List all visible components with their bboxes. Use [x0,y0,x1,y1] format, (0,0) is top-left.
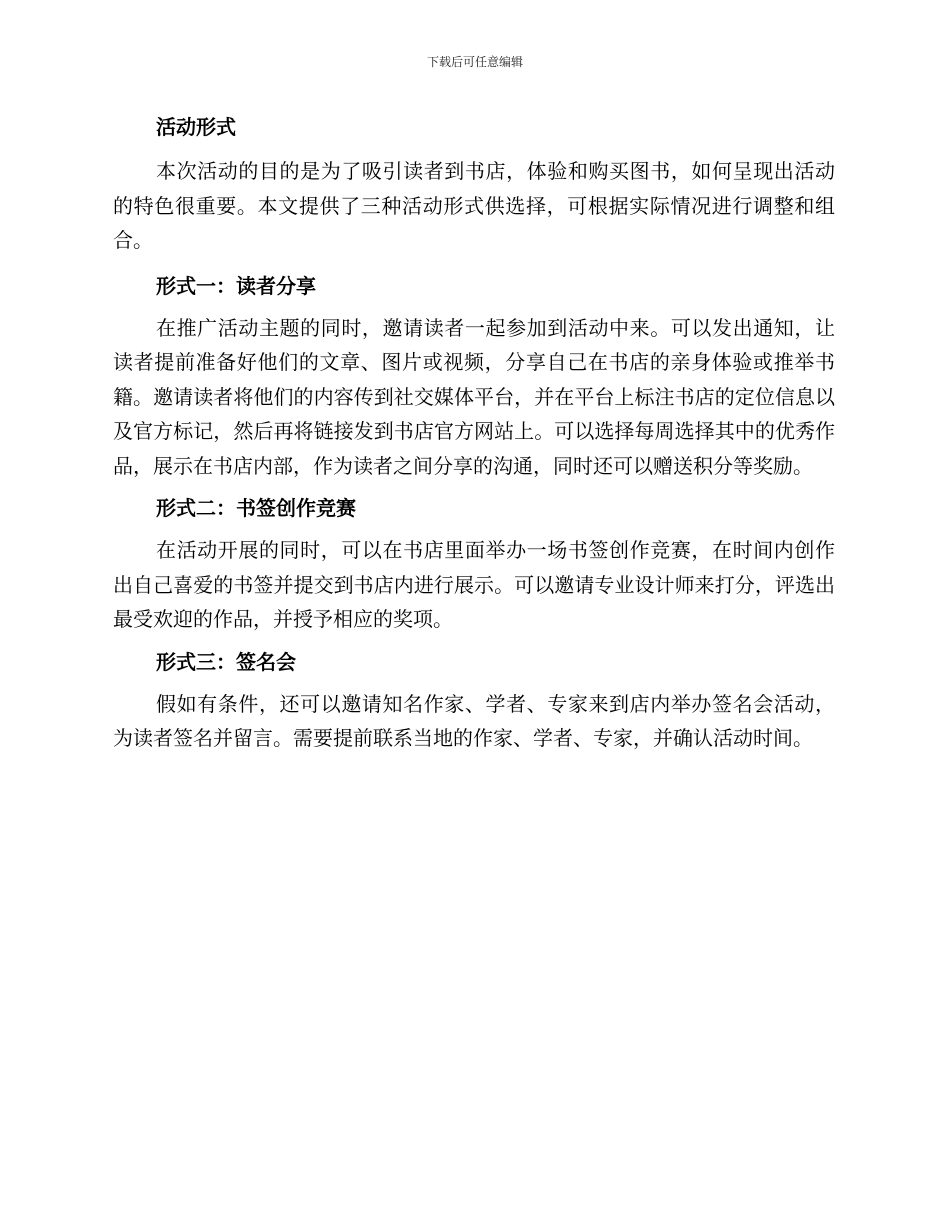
section-heading-bookmark-contest: 形式二：书签创作竞赛 [156,496,356,520]
section-heading-signing-event: 形式三：签名会 [156,649,296,674]
section-heading-activity-form: 活动形式 [156,115,236,139]
document-body [113,112,835,766]
section-paragraph-bookmark-contest: 在活动开展的同时，可以在书店里面举办一场书签创作竞赛，在时间内创作出自己喜爱的书签并提交到书店内进行展示。可以邀请专业设计师来打分，评选出最受欢迎的作品，并授予相应的奖项。 [113,538,835,631]
section-paragraph-reader-sharing: 在推广活动主题的同时，邀请读者一起参加到活动中来。可以发出通知，让读者提前准备好他们的文章、图片或视频，分享自己在书店的亲身体验或推举书籍。邀请读者将他们的内容传到社交媒体平台，并在平台上标注书店的定位信息以及官方标记，然后再将链接发到书店官方网站上。可以选择每周选择其中的优秀作品，展示在书店内部，作为读者之间分享的沟通，同时还可以赠送积分等奖励。 [113,315,835,478]
section-paragraph-signing-event: 假如有条件，还可以邀请知名作家、学者、专家来到店内举办签名会活动，为读者签名并留言。需要提前联系当地的作家、学者、专家，并确认活动时间。 [113,691,835,750]
header-note: 下载后可任意编辑 [426,55,523,69]
section-paragraph-activity-form: 本次活动的目的是为了吸引读者到书店，体验和购买图书，如何呈现出活动的特色很重要。本文提供了三种活动形式供选择，可根据实际情况进行调整和组合。 [113,159,835,252]
section-heading-reader-sharing: 形式一：读者分享 [156,273,316,298]
